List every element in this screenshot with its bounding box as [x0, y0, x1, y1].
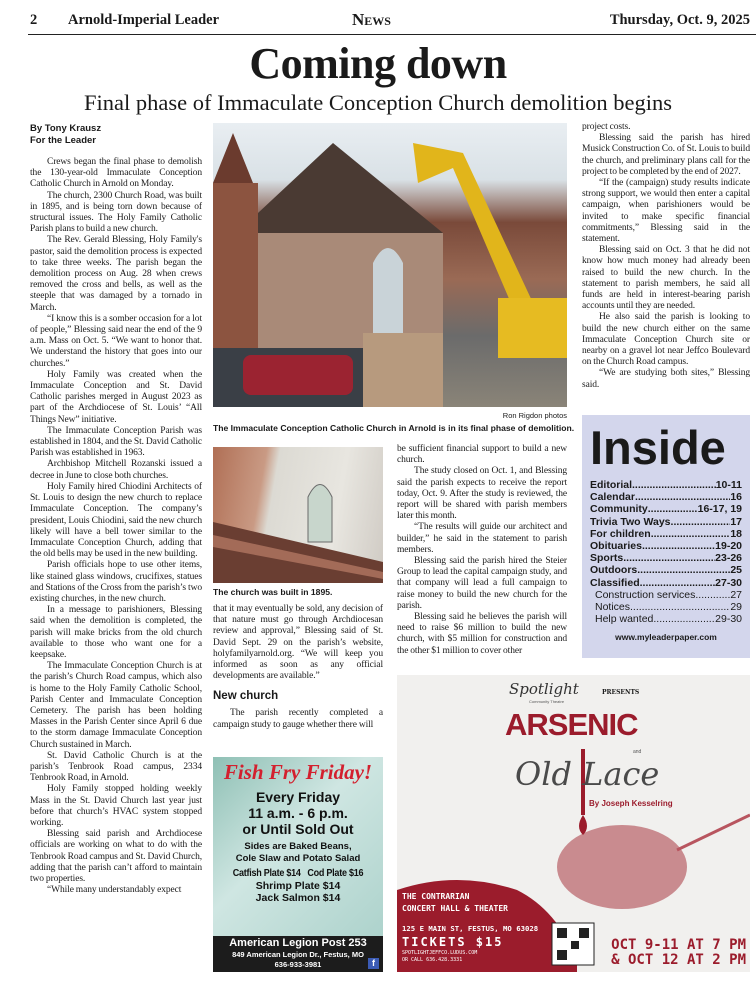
play-author: By Joseph Kesselring	[589, 799, 673, 808]
index-label: Notices	[595, 601, 631, 614]
index-label: Community	[590, 503, 648, 516]
article-paragraph: St. David Catholic Church is at the parish’s Tenbrook Road campus, 2334 Tenbrook Road, in Arnold.	[30, 750, 202, 784]
index-label: Classified	[590, 576, 640, 589]
inside-title: Inside	[590, 421, 726, 474]
inside-index-item	[590, 540, 742, 552]
article-paragraph: The church, 2300 Church Road, was built in 1895, and is being torn down because of structural issues. The Holy Family Catholic Parish plans to build a new church.	[30, 190, 202, 235]
play-title-arsenic: ARSENIC	[505, 707, 638, 742]
fish-ad-menu-1: Catfish Plate $14 Cod Plate $16	[232, 867, 364, 879]
church-demolition-illustration	[213, 123, 567, 407]
spotlight-subtitle: Community Theatre	[529, 699, 565, 704]
article-paragraph: Blessing said parish and Archdiocese officials are working on what to do with the Tenbrook Road campus and St. David Church, adding that the parish can’t afford to maintain two properties.	[30, 829, 202, 884]
inside-index-item	[590, 479, 742, 491]
index-pages: 29	[730, 601, 742, 614]
facebook-icon[interactable]: f	[368, 958, 379, 969]
church-demolition-photo	[213, 123, 567, 407]
article-paragraph: Holy Family hired Chiodini Architects of St. Louis to design the new church to replace Immaculate Conception. The company’s president, Louis Chiodini, said the new church likely will have a bell tower similar to the Immaculate Conception Church, adding that the old bells may be used in the new building.	[30, 481, 202, 560]
fish-ad-menu-2: Shrimp Plate $14	[255, 879, 341, 892]
index-label: For children	[590, 527, 651, 540]
article-paragraph: Blessing said the parish hired the Steier Group to lead the capital campaign study, and that company will lead a full campaign to raise money to build the new church for the parish.	[397, 556, 567, 611]
index-label: Outdoors	[590, 564, 638, 577]
article-paragraph: The Immaculate Conception Parish was established in 1804, and the St. David Catholic Parish was established in 1963.	[30, 425, 202, 459]
article-paragraph: “We are studying both sites,” Blessing said.	[582, 368, 750, 390]
inside-index-item	[590, 516, 742, 528]
article-paragraph: “I know this is a somber occasion for a lot of people,” Blessing said near the end of the 9 a.m. Mass on Oct. 5. “We want to honor that. We understand the history that goes into our churches.”	[30, 313, 202, 369]
inside-index-item	[590, 577, 742, 589]
show-dates-1: OCT 9-11 AT 7 PM	[611, 937, 746, 953]
index-pages: 29-30	[715, 613, 742, 626]
index-pages: 25	[730, 564, 742, 577]
article-column-2-continued	[213, 708, 383, 730]
leader-dots	[635, 491, 730, 503]
article-paragraph: The parish recently completed a campaign study to gauge whether there will	[213, 708, 383, 730]
inside-index-box	[582, 415, 750, 658]
leader-dots	[648, 503, 698, 515]
arsenic-old-lace-ad[interactable]	[397, 675, 750, 972]
article-paragraph: Blessing said on Oct. 3 that he did not know how much money had already been raised to build the new church. In the statement to parish members, he said all funds are held in interest-bearing parish accounts until they are needed.	[582, 245, 750, 312]
leader-dots	[640, 577, 716, 589]
venue-address: 125 E MAIN ST, FESTUS, MO 63028	[402, 924, 539, 933]
fish-ad-phone: 636-933-3981	[274, 960, 322, 969]
venue-name-2: CONCERT HALL & THEATER	[402, 904, 508, 913]
byline-affiliation: For the Leader	[30, 135, 96, 146]
fish-ad-org: American Legion Post 253	[229, 937, 367, 949]
leader-dots	[653, 613, 715, 625]
church-interior-photo	[213, 447, 383, 583]
leader-dots	[630, 601, 730, 613]
fish-ad-title: Fish Fry Friday!	[223, 760, 373, 784]
index-pages: 16-17, 19	[697, 503, 742, 516]
article-column-3	[397, 444, 567, 657]
article-paragraph: “If the (campaign) study results indicate strong support, we would then enter a capital campaign, when parishioners would be invited to make specific financial commitments,” Blessing said in the statement.	[582, 178, 750, 245]
photo-credit: Ron Rigdon photos	[502, 411, 567, 420]
fish-ad-menu-3: Jack Salmon $14	[255, 892, 341, 904]
ticket-website[interactable]: SPOTLIGHTJEFFCO.LUDUS.COM	[402, 950, 478, 956]
inside-index-item	[590, 601, 742, 613]
play-title-old-lace: Old Lace	[515, 755, 660, 793]
article-paragraph: Parish officials hope to use other items, like stained glass windows, crucifixes, statues and Stations of the Cross from the parish’s two existing churches, in the new church.	[30, 560, 202, 604]
fish-ad-when-1: Every Friday	[255, 789, 341, 805]
article-paragraph: be sufficient financial support to build a new church.	[397, 444, 567, 466]
inside-index-item	[590, 503, 742, 515]
article-paragraph: “The results will guide our architect and builder,” he said in the statement to parish members.	[397, 522, 567, 555]
church-interior-illustration	[213, 447, 383, 583]
article-paragraph: Holy Family was created when the Immaculate Conception and St. David Catholic parishes merged in August 2023 as part of the Archdiocese of St. Louis’ “All Things New” initiative.	[30, 369, 202, 425]
index-label: Editorial	[590, 479, 633, 491]
fish-ad-when-3: or Until Sold Out	[242, 821, 354, 837]
article-paragraph: Holy Family stopped holding weekly Mass in the St. David Church last year just before that church’s HVAC system stopped working.	[30, 784, 202, 828]
index-pages: 23-26	[715, 552, 742, 565]
article-paragraph: “While many understandably expect	[47, 885, 182, 896]
second-photo-caption: The church was built in 1895.	[213, 587, 333, 597]
index-pages: 19-20	[715, 540, 742, 553]
issue-date: Thursday, Oct. 9, 2025	[609, 12, 750, 28]
article-paragraph: that it may eventually be sold, any decision of that nature must go through Archdiocesan review and approval,” Blessing said of St. David Sept. 29 on the parish’s website, holyfamilyarnold.org. “We will keep you informed as soon as any official developments are available.”	[213, 604, 383, 682]
index-label: Help wanted	[595, 613, 654, 626]
leader-dots	[637, 564, 730, 576]
inside-index-item	[590, 528, 742, 540]
index-label: Trivia Two Ways	[590, 515, 671, 528]
page-number: 2	[30, 12, 38, 28]
article-paragraph: In a message to parishioners, Blessing said when the demolition is completed, the parish will make bricks from the old church available to those who want one for a keepsake.	[30, 605, 202, 660]
fish-ad-footer	[213, 936, 383, 972]
fish-ad-sides-1: Sides are Baked Beans,	[244, 841, 352, 852]
index-label: Calendar	[590, 491, 635, 504]
spotlight-logo: Spotlight	[509, 680, 579, 698]
article-paragraph: The Immaculate Conception Church is at the parish’s Church Road campus, which also is home to the Holy Family Catholic School, Parish Center and Immaculate Conception Cemetery. The parish has been holding Masses in the Parish Center since April 6 due to the storm damage Immaculate Conception Church sustained in March.	[30, 661, 202, 750]
index-pages: 16	[730, 491, 742, 504]
venue-name-1: THE CONTRARIAN	[402, 892, 470, 901]
article-column-2	[213, 604, 383, 682]
index-pages: 18	[730, 527, 742, 540]
index-pages: 27-30	[715, 576, 742, 589]
headline: Coming down	[249, 39, 507, 88]
header-rule	[28, 34, 756, 35]
fish-ad-sides-2: Cole Slaw and Potato Salad	[235, 852, 361, 864]
inside-index-item	[590, 613, 742, 625]
article-column-1	[30, 157, 202, 896]
article-paragraph: project costs.	[582, 122, 631, 132]
inside-index-list	[590, 479, 742, 625]
leader-dots	[632, 479, 716, 491]
website-link[interactable]: www.myleaderpaper.com	[615, 632, 717, 643]
article-paragraph: Blessing said he believes the parish will need to raise $6 million to build the new church, with $5 million for construction and the other $1 million to cover other	[397, 612, 567, 656]
deck: Final phase of Immaculate Conception Church demolition begins	[84, 90, 672, 115]
index-label: Obituaries	[590, 540, 642, 553]
fish-fry-ad[interactable]	[213, 757, 383, 972]
show-dates-2: & OCT 12 AT 2 PM	[611, 952, 746, 968]
inside-index-item	[590, 552, 742, 564]
byline: By Tony Krausz	[30, 123, 102, 134]
ticket-price: TICKETS $15	[402, 935, 504, 949]
index-pages: 10-11	[715, 479, 742, 491]
leader-dots	[642, 540, 715, 552]
article-paragraph: Crews began the final phase to demolish the 130-year-old Immaculate Conception Catholic Church in Arnold on Monday.	[30, 157, 202, 190]
paper-name: Arnold-Imperial Leader	[68, 12, 220, 28]
article-paragraph: Archbishop Mitchell Rozanski issued a decree in June to close both churches.	[30, 459, 202, 481]
play-title-and: and	[633, 749, 642, 755]
leader-dots	[671, 516, 731, 528]
section-name: News	[352, 10, 391, 29]
article-column-4	[582, 122, 750, 391]
inside-index-item	[590, 589, 742, 601]
main-photo-caption: The Immaculate Conception Catholic Church in Arnold is in its final phase of demolition.	[213, 423, 575, 433]
fish-ad-address: 849 American Legion Dr., Festus, MO	[232, 950, 364, 959]
article-paragraph: He also said the parish is looking to build the new church either on the same Immaculate Conception Church site or nearby on a gravel lot near Jeffco Boulevard on the Church Road campus.	[582, 312, 750, 368]
index-pages: 17	[730, 515, 742, 528]
leader-dots	[623, 552, 715, 564]
index-label: Construction services	[595, 588, 696, 601]
inside-index-item	[590, 564, 742, 576]
article-paragraph: The Rev. Gerald Blessing, Holy Family's pastor, said the demolition process is expected to take three weeks. The parish began the demolition process on Aug. 28 when crews removed the cross and bells, as well as the steeple that was damaged by a tornado in March.	[30, 235, 202, 313]
leader-dots	[695, 589, 730, 601]
inside-index-item	[590, 491, 742, 503]
article-paragraph: The study closed on Oct. 1, and Blessing said the parish expects to receive the report today, Oct. 9. After the study is reviewed, the report will be shared with parish members later this month.	[397, 466, 567, 522]
index-pages: 27	[730, 588, 742, 601]
index-label: Sports	[590, 552, 624, 565]
presents-label: PRESENTS	[602, 689, 640, 696]
leader-dots	[651, 528, 731, 540]
subhead-new-church: New church	[213, 690, 279, 703]
ticket-phone: OR CALL 636.428.3331	[402, 957, 463, 963]
article-paragraph: Blessing said the parish has hired Musick Construction Co. of St. Louis to build the church, and preliminary plans call for the project to be completed by the end of 2027.	[582, 133, 750, 177]
fish-ad-when-2: 11 a.m. - 6 p.m.	[248, 805, 348, 821]
